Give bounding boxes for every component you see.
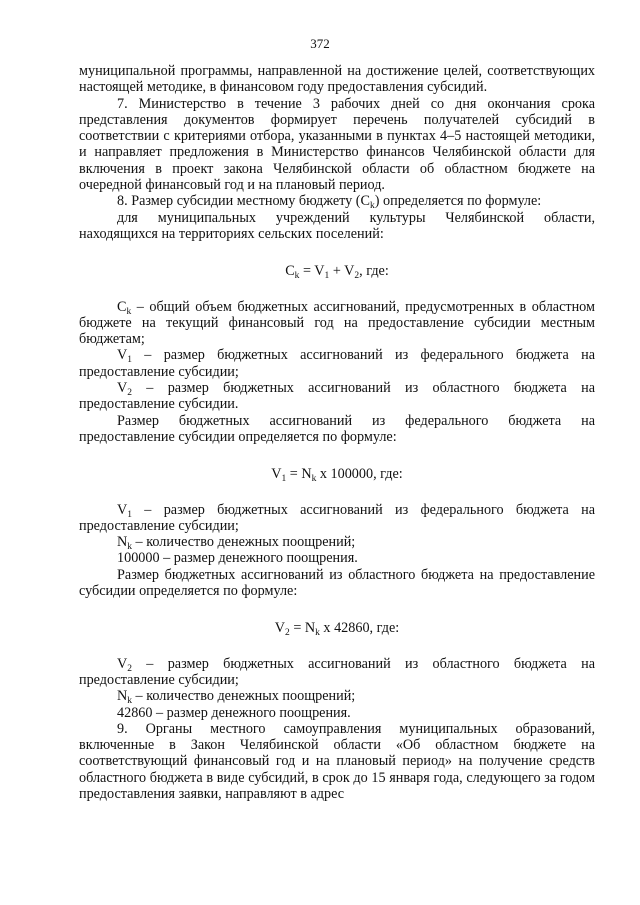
paragraph-regional-formula-intro: Размер бюджетных ассигнований из областного бюджета на предоставление субсидии определяется по формуле: <box>79 566 595 600</box>
paragraph-rural-institutions: для муниципальных учреждений культуры Челябинской области, находящихся на территориях сельских поселений: <box>79 209 595 242</box>
definition-nk-regional: $N_k$ – количество денежных поощрений; <box>117 688 356 707</box>
definition-v1: $V_1$ – размер бюджетных ассигнований из федерального бюджета на предоставление субсидии; <box>79 347 595 380</box>
definition-federal-reward: 100000 – размер денежного поощрения. <box>117 550 358 567</box>
formula-v2: $V_2 = N_k$ х 42860, где: <box>274 620 400 639</box>
paragraph-7: 7. Министерство в течение 3 рабочих дней со дня окончания срока представления документов формирует перечень получателей субсидий в соответствии с критериями отбора, указанными в пунктах 4–5 настоящей методики, и направляет предложения в Министерство финансов Челябинской области для включения в проект закона Челябинской области об областном бюджете на очередной финансовый год и на плановый период. <box>79 95 595 194</box>
formula-ck: $С_k = V_1 + V_2$, где: <box>285 263 389 282</box>
paragraph-8: 8. Размер субсидии местному бюджету $(С_k)$ определяется по формуле: <box>117 193 542 212</box>
definition-regional-reward: 42860 – размер денежного поощрения. <box>117 704 351 721</box>
definition-v2: $V_2$ – размер бюджетных ассигнований из областного бюджета на предоставление субсидии. <box>79 380 595 413</box>
paragraph-9: 9. Органы местного самоуправления муниципальных образований, включенные в Закон Челябинской области «Об областном бюджете на соответствующий финансовый год и на плановый период» на получение средств областного бюджета в виде субсидий, в срок до 15 января года, следующего за годом предоставления заявки, направляют в адрес <box>79 720 595 802</box>
paragraph-federal-formula-intro: Размер бюджетных ассигнований из федерального бюджета на предоставление субсидии определяется по формуле: <box>79 412 595 445</box>
definition-ck: $С_k$ – общий объем бюджетных ассигнований, предусмотренных в областном бюджете на текущий финансовый год на предоставление субсидии местным бюджетам; <box>79 298 595 348</box>
formula-v1: $V_1 = N_k$ х 100000, где: <box>271 466 403 485</box>
document-body <box>79 63 595 802</box>
definition-v2-regional: $V_2$ – размер бюджетных ассигнований из областного бюджета на предоставление субсидии; <box>79 655 595 688</box>
definition-nk-federal: $N_k$ – количество денежных поощрений; <box>117 534 356 553</box>
paragraph-continuation: муниципальной программы, направленной на достижение целей, соответствующих настоящей методике, в финансовом году предоставления субсидий. <box>79 63 595 96</box>
page-number: 372 <box>310 36 330 51</box>
definition-v1-federal: $V_1$ – размер бюджетных ассигнований из федерального бюджета на предоставление субсидии; <box>79 501 595 534</box>
